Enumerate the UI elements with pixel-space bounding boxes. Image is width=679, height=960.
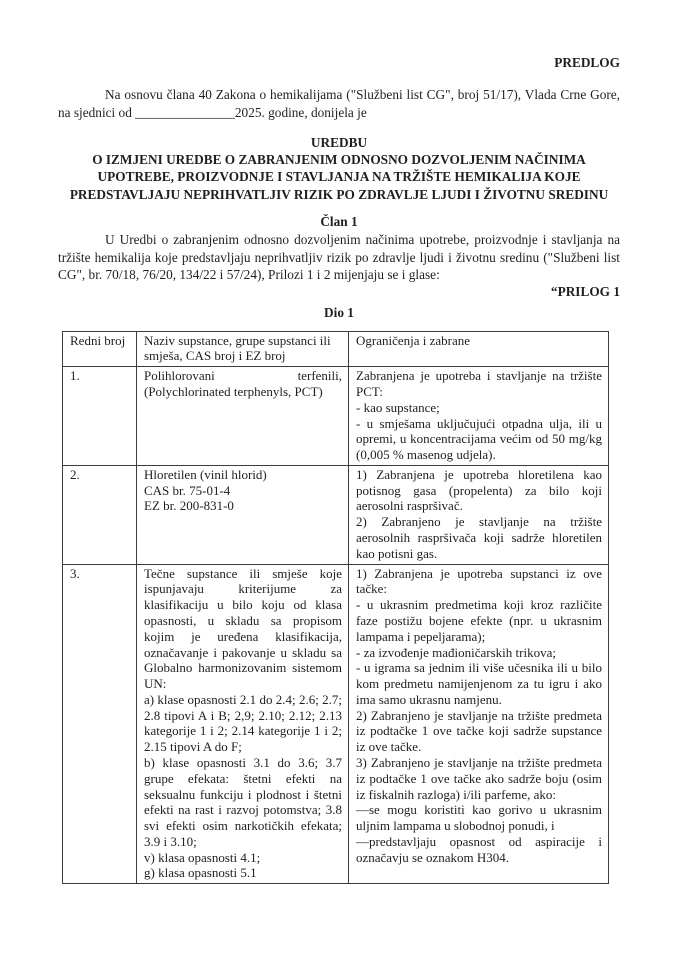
cell-substance-name	[137, 564, 349, 884]
part-label: Dio 1	[324, 305, 354, 321]
cell-restrictions	[349, 465, 609, 564]
cell-substance-name	[137, 367, 349, 466]
decree-subtitle: O IZMJENI UREDBE O ZABRANJENIM ODNOSNO DOZVOLJENIM NAČINIMA UPOTREBE, PROIZVODNJE I STAVLJANJA NA TRŽIŠTE HEMIKALIJA KOJE PREDSTAVLJAJU NEPRIHVATLJIV RIZIK PO ZDRAVLJE LJUDI I ŽIVOTNU SREDINU	[69, 152, 609, 202]
table-header-row	[63, 331, 609, 367]
cell-paragraph: Hloretilen (vinil hlorid)	[144, 466, 267, 482]
cell-paragraph: Tečne supstance ili smješe koje ispunjavaju kriterijume za klasifikaciju u bilo koju od klasa opasnosti, u skladu sa propisom kojim je uređena klasifikacija, označavanje i pakovanje u skladu sa Globalno harmonizovanim sistemom UN:	[144, 565, 342, 692]
cell-row-number: 1.	[63, 367, 137, 466]
cell-paragraph: 1) Zabranjena je upotreba supstanci iz ove tačke:	[356, 565, 602, 597]
cell-paragraph: - u igrama sa jednim ili više učesnika ili u bilo kom predmetu namijenjenom za tu igru i ako ima samo ukrasnu namjenu.	[356, 660, 602, 707]
cell-paragraph: a) klase opasnosti 2.1 do 2.4; 2.6; 2.7; 2.8 tipovi A i B; 2,9; 2.10; 2.12; 2.13 kategorije 1 i 2; 2.14 kategorije 1 i 2; 2.15 tipovi A do F;	[144, 691, 342, 755]
cell-row-number: 3.	[63, 564, 137, 884]
cell-paragraph: —predstavljaju opasnost od aspiracije i označavju se oznakom H304.	[356, 833, 602, 865]
cell-paragraph: - kao supstance;	[356, 399, 440, 415]
header-ogranicenja: Ograničenja i zabrane	[349, 331, 609, 367]
table-row	[63, 564, 609, 884]
cell-paragraph: 3) Zabranjeno je stavljanje na tržište predmeta iz podtačke 1 ove tačke ako sadrže boju (osim iz fiskalnih razloga) i/ili parfeme, ako:	[356, 754, 602, 802]
article-heading: Član 1	[320, 213, 358, 229]
cell-paragraph: 2) Zabranjeno je stavljanje na tržište aerosolnih raspršivača koji sadrže hloretilen kao potisni gas.	[356, 514, 602, 561]
cell-paragraph: 1) Zabranjena je upotreba hloretilena kao potisnog gasa (propelenta) za bilo koji aerosolni raspršivač.	[356, 466, 602, 514]
cell-paragraph: CAS br. 75-01-4	[144, 482, 231, 498]
restrictions-table	[62, 331, 609, 885]
cell-paragraph: Polihlorovani terfenili, (Polychlorinated terphenyls, PCT)	[144, 368, 342, 399]
cell-paragraph: - u smješama uključujući otpadna ulja, ili u opremi, u koncentracijama većim od 50 mg/kg (0,005 % masenog udjela).	[356, 415, 602, 463]
cell-paragraph: Zabranjena je upotreba i stavljanje na tržište PCT:	[356, 368, 602, 399]
header-naziv-supstance: Naziv supstance, grupe supstanci ili smješa, CAS broj i EZ broj	[137, 331, 349, 367]
intro-paragraph: Na osnovu člana 40 Zakona o hemikalijama ("Službeni list CG", broj 51/17), Vlada Crne Gore, na sjednici od _______________2025. godine, donijela je	[58, 87, 620, 120]
cell-substance-name	[137, 465, 349, 564]
predlog-tag: PREDLOG	[554, 55, 620, 70]
cell-paragraph: - u ukrasnim predmetima koji kroz različite faze postižu bojene efekte (npr. u ukrasnim lampama i pepeljarama);	[356, 597, 602, 644]
cell-row-number: 2.	[63, 465, 137, 564]
cell-restrictions	[349, 367, 609, 466]
table-row	[63, 367, 609, 466]
annex-label: “PRILOG 1	[550, 284, 620, 300]
cell-paragraph: v) klasa opasnosti 4.1;	[144, 849, 261, 865]
cell-paragraph: b) klase opasnosti 3.1 do 3.6; 3.7 grupe efekata: štetni efekti na seksualnu funkciju i plodnost i štetni efekti na rast i razvoj potomstva; 3.8 svi efekti osim narkotičkih efekata; 3.9 i 3.10;	[144, 754, 342, 849]
header-redni-broj: Redni broj	[63, 331, 137, 367]
cell-paragraph: EZ br. 200-831-0	[144, 498, 234, 514]
table-row	[63, 465, 609, 564]
decree-title: UREDBU	[310, 134, 368, 150]
restrictions-table-body	[63, 367, 609, 884]
cell-paragraph: 2) Zabranjeno je stavljanje na tržište predmeta iz podtačke 1 ove tačke koji sadrže supstance iz ove tačke.	[356, 707, 602, 755]
cell-paragraph: - za izvođenje mađioničarskih trikova;	[356, 644, 556, 660]
cell-paragraph: —se mogu koristiti kao gorivo u ukrasnim uljnim lampama u slobodnoj ponudi, i	[356, 802, 602, 834]
article-paragraph: U Uredbi o zabranjenim odnosno dozvoljenim načinima upotrebe, proizvodnje i stavljanja na tržište hemikalija koje predstavljaju neprihvatljiv rizik po zdravlje ljudi i životnu sredinu ("Službeni list CG", br. 70/18, 76/20, 134/22 i 57/24), Prilozi 1 i 2 mijenjaju se i glase:	[58, 232, 620, 282]
cell-paragraph: g) klasa opasnosti 5.1	[144, 865, 257, 881]
cell-restrictions	[349, 564, 609, 884]
